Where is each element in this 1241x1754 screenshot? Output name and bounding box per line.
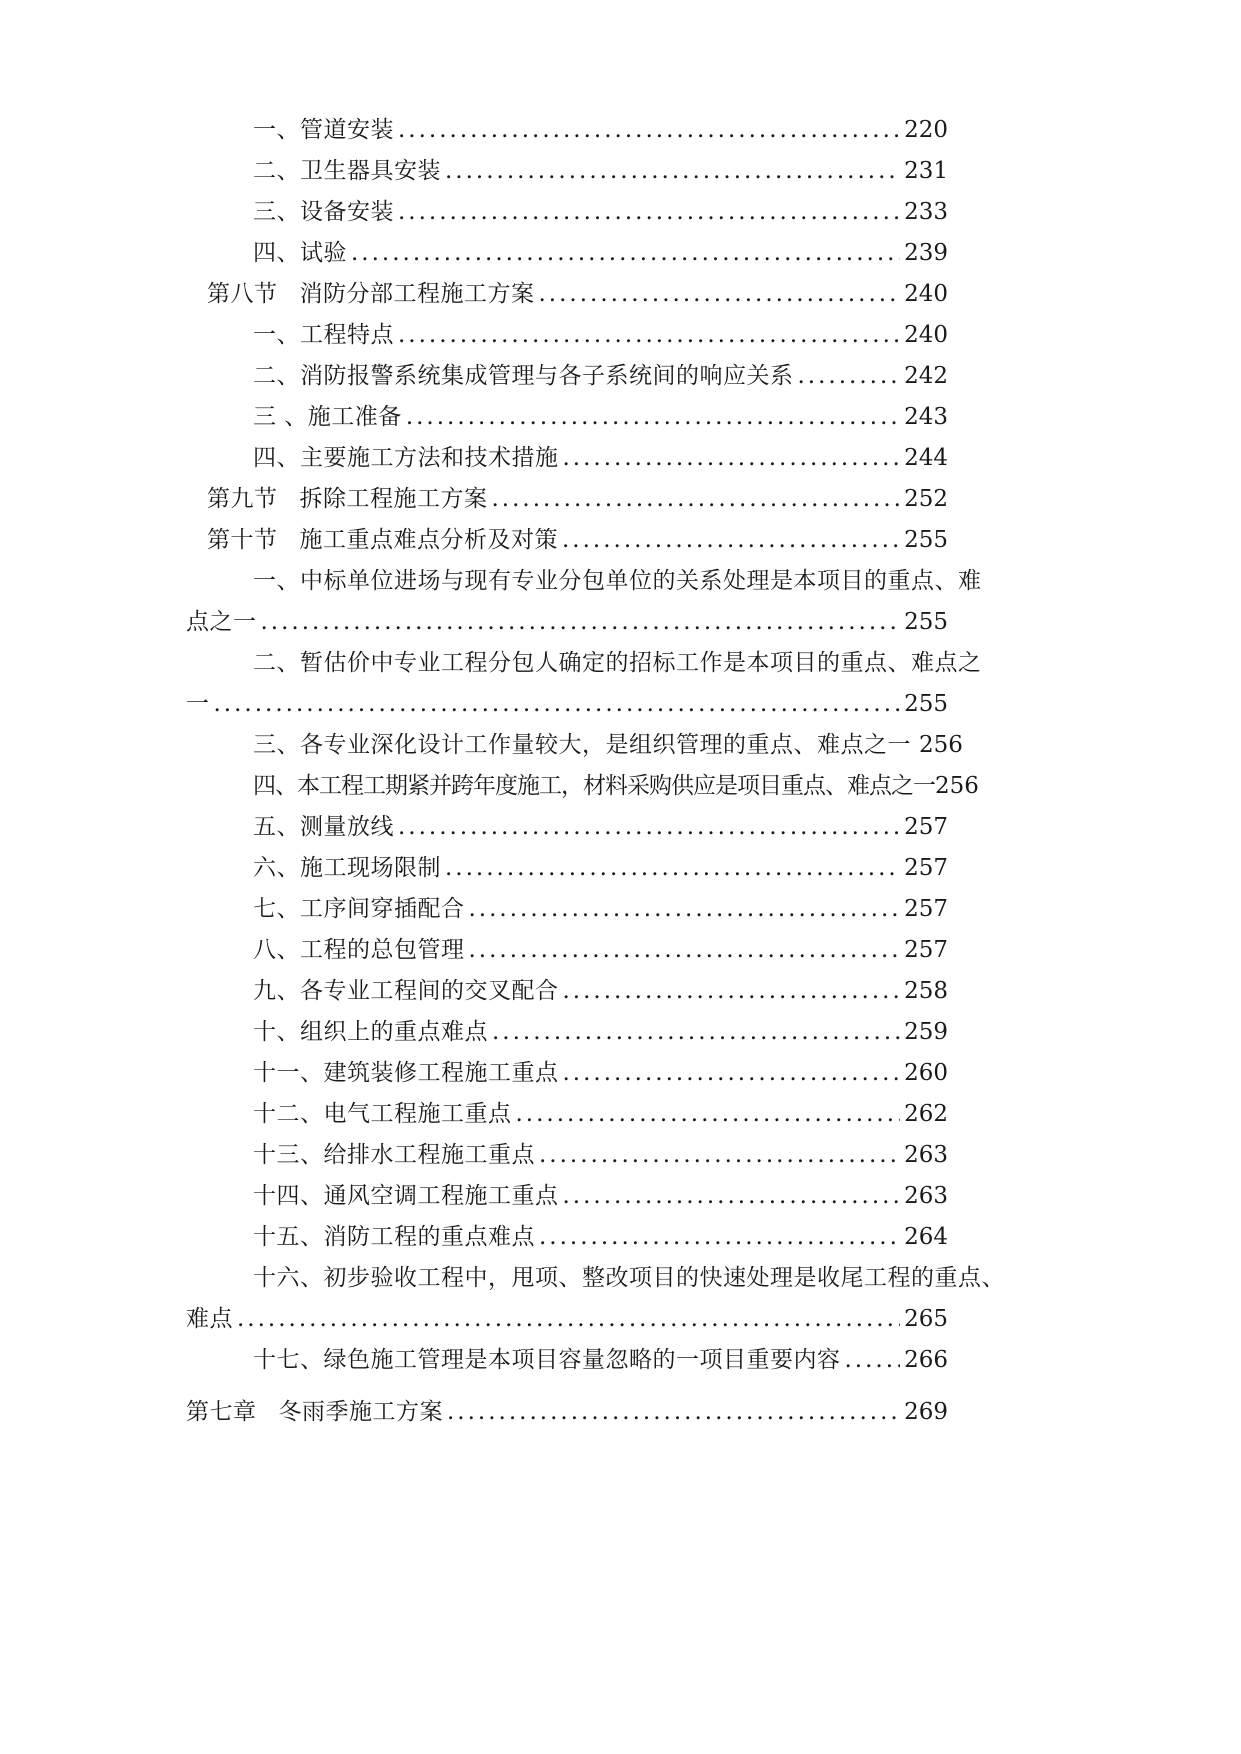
dot-leader xyxy=(237,1304,900,1334)
toc-entry[interactable] xyxy=(253,1099,948,1129)
dot-leader xyxy=(447,1397,900,1427)
toc-page-number: 264 xyxy=(904,1224,948,1250)
toc-entry[interactable] xyxy=(253,443,948,473)
toc-page-number: 256 xyxy=(935,773,979,799)
toc-entry[interactable] xyxy=(186,607,948,637)
toc-entry-title: 八、工程的总包管理 xyxy=(253,937,465,963)
toc-page-number: 240 xyxy=(904,322,948,348)
toc-section-title: 拆除工程施工方案 xyxy=(299,486,488,512)
toc-entry[interactable] xyxy=(253,976,948,1006)
toc-page-number: 255 xyxy=(904,691,948,717)
toc-entry-title-line1[interactable]: 十六、初步验收工程中，甩项、整改项目的快速处理是收尾工程的重点、 xyxy=(253,1265,1005,1291)
dot-leader xyxy=(539,1222,900,1252)
toc-entry-title: 十二、电气工程施工重点 xyxy=(253,1101,512,1127)
toc-chapter-entry[interactable] xyxy=(186,1397,948,1427)
toc-page-number: 266 xyxy=(904,1347,948,1373)
toc-entry-title: 十四、通风空调工程施工重点 xyxy=(253,1183,559,1209)
dot-leader xyxy=(445,156,900,186)
toc-page-number: 244 xyxy=(904,445,948,471)
toc-page-number: 257 xyxy=(904,896,948,922)
toc-entry-title: 十三、给排水工程施工重点 xyxy=(253,1142,535,1168)
dot-leader xyxy=(469,894,901,924)
toc-page-number: 242 xyxy=(904,363,948,389)
toc-entry-title: 四、主要施工方法和技术措施 xyxy=(253,445,559,471)
toc-entry-title: 十、组织上的重点难点 xyxy=(253,1019,488,1045)
toc-page-number: 263 xyxy=(904,1142,948,1168)
toc-entry[interactable] xyxy=(253,238,948,268)
toc-section-number: 第八节 xyxy=(207,281,278,307)
toc-page-number: 255 xyxy=(904,527,948,553)
toc-entry[interactable] xyxy=(253,1222,948,1252)
toc-section-number: 第九节 xyxy=(207,486,278,512)
toc-entry-title: 六、施工现场限制 xyxy=(253,855,441,881)
toc-page-number: 265 xyxy=(904,1306,948,1332)
toc-section-entry[interactable] xyxy=(207,525,948,555)
dot-leader xyxy=(469,935,901,965)
toc-entry-title: 二、消防报警系统集成管理与各子系统间的响应关系 xyxy=(253,363,794,389)
dot-leader xyxy=(406,402,900,432)
toc-entry[interactable] xyxy=(253,1181,948,1211)
toc-entry-title: 三、各专业深化设计工作量较大，是组织管理的重点、难点之一 xyxy=(253,732,911,758)
dot-leader xyxy=(492,1017,900,1047)
toc-entry-title: 十一、建筑装修工程施工重点 xyxy=(253,1060,559,1086)
toc-entry-title: 三、设备安装 xyxy=(253,199,394,225)
toc-section-title: 施工重点难点分析及对策 xyxy=(299,527,558,553)
dot-leader xyxy=(539,279,901,309)
toc-entry-title: 一、管道安装 xyxy=(253,117,394,143)
toc-entry[interactable] xyxy=(253,935,948,965)
toc-entry-title: 十五、消防工程的重点难点 xyxy=(253,1224,535,1250)
toc-page-number: 259 xyxy=(904,1019,948,1045)
toc-entry-title: 一、工程特点 xyxy=(253,322,394,348)
toc-section-entry[interactable] xyxy=(207,279,948,309)
dot-leader xyxy=(398,115,900,145)
toc-entry[interactable] xyxy=(253,1058,948,1088)
toc-page-number: 243 xyxy=(904,404,948,430)
toc-entry-title: 九、各专业工程间的交叉配合 xyxy=(253,978,559,1004)
toc-entry-title-line2: 点之一 xyxy=(186,609,257,635)
dot-leader xyxy=(563,976,901,1006)
toc-page-number: 258 xyxy=(904,978,948,1004)
toc-chapter-title: 冬雨季施工方案 xyxy=(278,1399,443,1425)
dot-leader xyxy=(398,320,900,350)
toc-entry[interactable] xyxy=(253,1345,948,1375)
toc-entry[interactable] xyxy=(253,812,948,842)
toc-entry[interactable] xyxy=(253,402,948,432)
dot-leader xyxy=(516,1099,901,1129)
toc-entry-title-line1[interactable]: 一、中标单位进场与现有专业分包单位的关系处理是本项目的重点、难 xyxy=(253,568,982,594)
toc-entry[interactable] xyxy=(253,853,948,883)
dot-leader xyxy=(563,1181,901,1211)
toc-section-title: 消防分部工程施工方案 xyxy=(299,281,535,307)
toc-entry[interactable] xyxy=(253,730,963,760)
toc-page-number: 231 xyxy=(904,158,948,184)
toc-page-number: 263 xyxy=(904,1183,948,1209)
toc-entry-title: 十七、绿色施工管理是本项目容量忽略的一项目重要内容 xyxy=(253,1347,841,1373)
dot-leader xyxy=(562,525,900,555)
toc-page-number: 252 xyxy=(904,486,948,512)
toc-entry-title: 五、测量放线 xyxy=(253,814,394,840)
dot-leader xyxy=(563,443,901,473)
toc-page-number: 260 xyxy=(904,1060,948,1086)
toc-entry-title: 七、工序间穿插配合 xyxy=(253,896,465,922)
toc-entry[interactable] xyxy=(253,115,948,145)
toc-chapter-number: 第七章 xyxy=(186,1399,257,1425)
toc-entry[interactable] xyxy=(253,1140,948,1170)
toc-page-number: 239 xyxy=(904,240,948,266)
toc-page-number: 240 xyxy=(904,281,948,307)
toc-entry[interactable] xyxy=(253,156,948,186)
toc-entry[interactable] xyxy=(253,361,948,391)
toc-entry-title: 二、卫生器具安装 xyxy=(253,158,441,184)
dot-leader xyxy=(445,853,900,883)
dot-leader xyxy=(539,1140,900,1170)
dot-leader xyxy=(845,1345,901,1375)
toc-page-number: 262 xyxy=(904,1101,948,1127)
toc-page-number: 257 xyxy=(904,937,948,963)
toc-page-number: 233 xyxy=(904,199,948,225)
toc-entry[interactable] xyxy=(186,689,948,719)
toc-entry-title-line1[interactable]: 二、暂估价中专业工程分包人确定的招标工作是本项目的重点、难点之 xyxy=(253,650,982,676)
toc-page-number: 269 xyxy=(904,1399,948,1425)
toc-entry[interactable] xyxy=(253,197,948,227)
toc-entry-title-line2: 一 xyxy=(186,691,210,717)
toc-entry[interactable] xyxy=(253,894,948,924)
toc-entry[interactable] xyxy=(253,1017,948,1047)
toc-entry[interactable] xyxy=(186,1304,948,1334)
toc-entry-title: 三 、施工准备 xyxy=(253,404,402,430)
dot-leader xyxy=(398,197,900,227)
toc-page-number: 255 xyxy=(904,609,948,635)
dot-leader xyxy=(261,607,901,637)
toc-entry-title: 四、试验 xyxy=(253,240,347,266)
toc-entry[interactable] xyxy=(253,320,948,350)
dot-leader xyxy=(398,812,900,842)
toc-entry-title-line2: 难点 xyxy=(186,1306,233,1332)
toc-page-number: 256 xyxy=(919,732,963,758)
dot-leader xyxy=(563,1058,901,1088)
toc-page-number: 220 xyxy=(904,117,948,143)
dot-leader xyxy=(351,238,900,268)
dot-leader xyxy=(214,689,901,719)
toc-section-entry[interactable] xyxy=(207,484,948,514)
toc-section-number: 第十节 xyxy=(207,527,278,553)
toc-entry[interactable] xyxy=(253,771,979,801)
toc-entry-title: 四、本工程工期紧并跨年度施工，材料采购供应是项目重点、难点之一 xyxy=(253,773,935,799)
dot-leader xyxy=(492,484,901,514)
toc-page-number: 257 xyxy=(904,814,948,840)
toc-page-number: 257 xyxy=(904,855,948,881)
dot-leader xyxy=(798,361,901,391)
